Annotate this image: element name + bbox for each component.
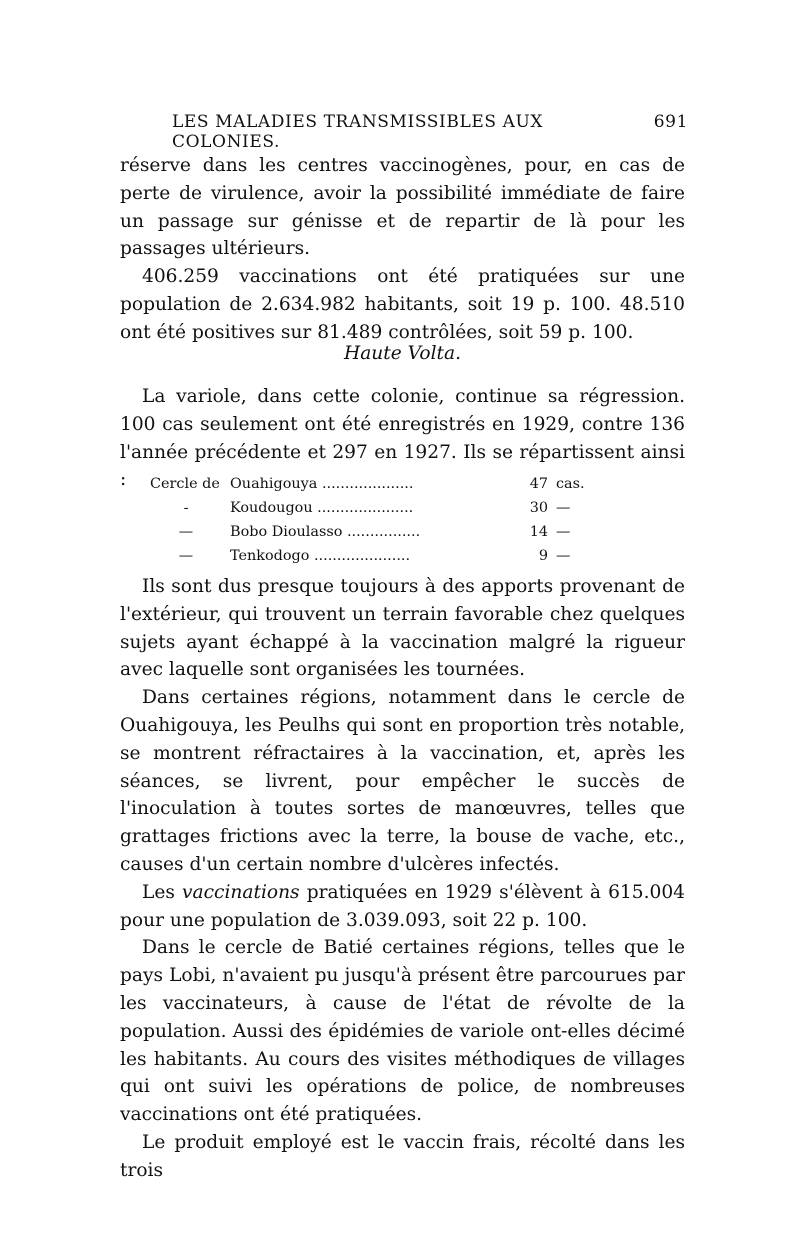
paragraph-product: Le produit employé est le vaccin frais, récolté dans les trois	[120, 1131, 685, 1181]
paragraph-vaccinations-1929	[120, 879, 685, 935]
running-header	[172, 112, 688, 152]
bottom-paragraphs	[120, 573, 685, 1185]
row-label: Koudougou .....................	[230, 500, 414, 516]
top-paragraphs	[120, 152, 685, 347]
row-prefix: —	[178, 548, 194, 564]
paragraph-intro: La variole, dans cette colonie, continue sa régression. 100 cas seulement ont été enregistrés en 1929, contre 136 l'année précédente et 297 en 1927. Ils se répartissent ainsi :	[120, 386, 685, 491]
paragraph-vaccination-stats: 406.259 vaccinations ont été pratiquées sur une population de 2.634.982 habitants, soit 19 p. 100. 48.510 ont été positives sur 81.489 contrôlées, soit 59 p. 100.	[120, 266, 685, 343]
paragraph-batie: Dans le cercle de Batié certaines régions, telles que le pays Lobi, n'avaient pu jusqu'à présent être parcourues par les vaccinateurs, à cause de l'état de révolte de la population. Aussi des épidémies de variole ont-elles décimé les habitants. Au cours des visites méthodiques de villages qui ont suivi les opérations de police, de nombreuses vaccinations ont été pratiquées.	[120, 937, 685, 1126]
row-count: 30	[529, 500, 548, 516]
row-count: 9	[538, 548, 548, 564]
row-label: Bobo Dioulasso ................	[230, 524, 421, 540]
table-row	[150, 544, 650, 568]
row-label: Ouahigouya ....................	[230, 476, 414, 492]
page-number: 691	[653, 112, 688, 132]
running-title: LES MALADIES TRANSMISSIBLES AUX COLONIES.	[172, 112, 544, 152]
row-prefix: —	[178, 524, 194, 540]
p3-italic-term: vaccinations	[182, 881, 300, 903]
paragraph-continuation: réserve dans les centres vaccinogènes, pour, en cas de perte de virulence, avoir la possibilité immédiate de faire un passage sur génisse et de repartir de là pour les passages ultérieurs.	[120, 155, 685, 260]
row-prefix: -	[183, 500, 189, 516]
table-row	[150, 496, 650, 520]
table-row	[150, 472, 650, 496]
p3-rest: pratiquées en 1929 s'élèvent à 615.004 pour une population de 3.039.093, soit 22 p. 100.	[120, 881, 685, 931]
row-count: 47	[529, 476, 548, 492]
row-label: Tenkodogo .....................	[230, 548, 411, 564]
row-unit: cas.	[556, 476, 585, 492]
paragraph-peulhs: Dans certaines régions, notamment dans le cercle de Ouahigouya, les Peulhs qui sont en proportion très notable, se montrent réfractaires à la vaccination, et, après les séances, se livrent, pour empêcher le succès de l'inoculation à toutes sortes de manœuvres, telles que grattages frictions avec la terre, la bouse de vache, etc., causes d'un certain nombre d'ulcères infectés.	[120, 687, 685, 875]
row-prefix: Cercle de	[150, 476, 220, 492]
row-count: 14	[529, 524, 548, 540]
table-row	[150, 520, 650, 544]
section-title: Haute Volta.	[344, 343, 461, 364]
row-unit: —	[556, 524, 571, 540]
cases-table	[150, 472, 650, 568]
row-unit: —	[556, 548, 571, 564]
row-unit: —	[556, 500, 571, 516]
p3-lead: Les	[142, 881, 175, 903]
paragraph-imported-cases: Ils sont dus presque toujours à des apports provenant de l'extérieur, qui trouvent un terrain favorable chez quelques sujets ayant échappé à la vaccination malgré la rigueur avec laquelle sont organisées les tournées.	[120, 576, 685, 681]
